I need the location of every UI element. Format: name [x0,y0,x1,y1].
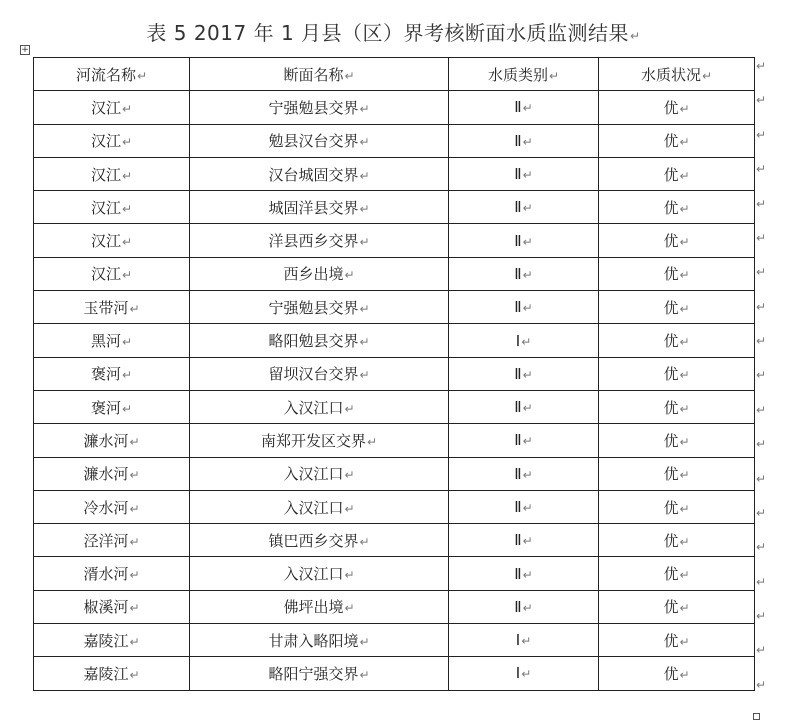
row-end-mark: ↵ [756,299,767,314]
cell-quality-class[interactable]: Ⅱ↵ [449,91,599,124]
paragraph-mark: ↵ [129,634,140,649]
table-row [34,257,755,290]
cell-quality-status[interactable]: 优↵ [599,357,755,390]
paragraph-mark: ↵ [522,301,533,316]
cell-quality-status[interactable]: 优↵ [599,291,755,324]
paragraph-mark: ↵ [521,334,532,349]
table-move-handle-icon[interactable]: + [21,45,29,55]
paragraph-mark: ↵ [121,201,133,216]
paragraph-mark: ↵ [679,568,690,583]
paragraph-mark: ↵ [366,434,378,449]
water-quality-table [33,57,755,691]
table-row [34,357,755,390]
paragraph-mark: ↵ [679,601,690,616]
paragraph-mark: ↵ [630,29,641,43]
cell-quality-class[interactable]: Ⅱ↵ [449,124,599,157]
cell-section-name[interactable]: 汉台城固交界↵ [190,157,449,190]
paragraph-mark: ↵ [522,600,533,615]
paragraph-mark: ↵ [129,568,140,583]
cell-quality-status[interactable]: 优↵ [599,390,755,423]
cell-quality-status[interactable]: 优↵ [599,191,755,224]
paragraph-mark: ↵ [679,135,690,150]
paragraph-mark: ↵ [521,667,532,682]
cell-quality-status[interactable]: 优↵ [599,224,755,257]
cell-quality-class[interactable]: Ⅱ↵ [449,191,599,224]
cell-quality-class[interactable]: Ⅰ↵ [449,324,599,357]
table-row [34,624,755,657]
table-row [34,524,755,557]
paragraph-mark: ↵ [344,501,355,516]
table-row [34,124,755,157]
cell-river-name[interactable]: 褒河↵ [34,390,190,423]
table-row [34,424,755,457]
row-end-mark: ↵ [756,540,767,555]
paragraph-mark: ↵ [679,468,690,483]
table-header-row [34,58,755,91]
cell-quality-status[interactable]: 优↵ [599,624,755,657]
cell-river-name[interactable]: 泾洋河↵ [34,524,190,557]
row-end-mark: ↵ [756,574,767,589]
paragraph-mark: ↵ [129,434,140,449]
cell-section-name[interactable]: 佛坪出境↵ [190,590,449,623]
paragraph-mark: ↵ [359,301,370,316]
cell-quality-class[interactable]: Ⅱ↵ [449,590,599,623]
cell-river-name[interactable]: 汉江↵ [34,257,190,290]
cell-quality-class[interactable]: Ⅱ↵ [449,157,599,190]
paragraph-mark: ↵ [522,101,533,116]
cell-section-name[interactable]: 甘肃入略阳境↵ [190,624,449,657]
paragraph-mark: ↵ [679,235,690,250]
row-end-mark: ↵ [756,230,767,245]
header-river-name[interactable]: 河流名称↵ [34,58,190,91]
paragraph-mark: ↵ [359,534,370,549]
cell-quality-status[interactable]: 优↵ [599,157,755,190]
cell-section-name[interactable]: 入汉江口↵ [190,490,449,523]
cell-river-name[interactable]: 汉江↵ [34,124,190,157]
cell-river-name[interactable]: 汉江↵ [34,91,190,124]
row-end-mark: ↵ [756,643,767,658]
row-end-mark: ↵ [756,437,767,452]
row-end-mark: ↵ [756,162,767,177]
paragraph-mark: ↵ [679,634,690,649]
cell-quality-class[interactable]: Ⅱ↵ [449,490,599,523]
cell-section-name[interactable]: 略阳宁强交界↵ [190,657,449,690]
table-row [34,291,755,324]
cell-section-name[interactable]: 略阳勉县交界↵ [190,324,449,357]
paragraph-mark: ↵ [679,401,690,416]
cell-quality-status[interactable]: 优↵ [599,490,755,523]
paragraph-mark: ↵ [679,434,690,449]
row-end-mark: ↵ [756,265,767,280]
row-end-mark: ↵ [756,59,767,73]
cell-river-name[interactable]: 汉江↵ [34,224,190,257]
cell-quality-status[interactable]: 优↵ [599,257,755,290]
paragraph-mark: ↵ [359,135,370,150]
paragraph-mark: ↵ [129,601,140,616]
row-end-mark: ↵ [756,334,767,348]
table-body [34,91,755,690]
paragraph-mark: ↵ [344,468,355,483]
cell-river-name[interactable]: 汉江↵ [34,157,190,190]
paragraph-mark: ↵ [522,134,533,149]
paragraph-mark: ↵ [522,267,533,282]
cell-section-name[interactable]: 宁强勉县交界↵ [190,91,449,124]
paragraph-mark: ↵ [522,567,533,582]
cell-quality-class[interactable]: Ⅱ↵ [449,257,599,290]
table-title-text: 表 5 2017 年 1 月县（区）界考核断面水质监测结果 [146,21,630,45]
paragraph-mark: ↵ [679,335,690,350]
paragraph-mark: ↵ [679,268,690,283]
cell-river-name[interactable]: 嘉陵江↵ [34,624,190,657]
paragraph-mark: ↵ [679,201,690,216]
paragraph-mark: ↵ [121,268,133,283]
row-end-mark: ↵ [756,677,767,692]
cell-section-name[interactable]: 入汉江口↵ [190,557,449,590]
cell-quality-class[interactable]: Ⅱ↵ [449,224,599,257]
paragraph-mark: ↵ [522,501,533,515]
paragraph-mark: ↵ [679,101,690,116]
cell-river-name[interactable]: 玉带河↵ [34,291,190,324]
paragraph-mark: ↵ [522,201,533,216]
paragraph-mark: ↵ [359,235,370,250]
paragraph-mark: ↵ [129,534,140,549]
paragraph-mark: ↵ [129,667,140,682]
cell-river-name[interactable]: 黑河↵ [34,324,190,357]
paragraph-mark: ↵ [522,234,533,249]
cell-section-name[interactable]: 入汉江口↵ [190,390,449,423]
table-row [34,91,755,124]
paragraph-mark: ↵ [121,368,133,383]
paragraph-mark: ↵ [522,168,533,183]
row-end-mark: ↵ [756,505,767,520]
paragraph-mark: ↵ [679,168,690,183]
row-end-mark: ↵ [756,471,767,486]
paragraph-mark: ↵ [679,501,690,516]
cell-river-name[interactable]: 冷水河↵ [34,490,190,523]
paragraph-mark: ↵ [679,667,690,682]
paragraph-mark: ↵ [521,634,532,649]
paragraph-mark: ↵ [359,101,370,116]
cell-quality-status[interactable]: 优↵ [599,657,755,690]
table-row [34,324,755,357]
paragraph-mark: ↵ [679,301,690,316]
paragraph-mark: ↵ [522,534,533,549]
cell-quality-class[interactable]: Ⅱ↵ [449,524,599,557]
cell-quality-status[interactable]: 优↵ [599,324,755,357]
table-title [0,17,787,46]
header-quality-status[interactable]: 水质状况↵ [599,58,755,91]
cell-river-name[interactable]: 嘉陵江↵ [34,657,190,690]
paragraph-mark: ↵ [522,434,533,449]
cell-section-name[interactable]: 城固洋县交界↵ [190,191,449,224]
paragraph-mark: ↵ [129,301,140,316]
row-end-mark: ↵ [756,368,767,383]
row-end-mark: ↵ [756,93,767,108]
cell-quality-status[interactable]: 优↵ [599,457,755,490]
cell-quality-class[interactable]: Ⅱ↵ [449,457,599,490]
paragraph-mark: ↵ [359,168,370,183]
cell-quality-class[interactable]: Ⅱ↵ [449,291,599,324]
table-row [34,457,755,490]
paragraph-mark: ↵ [359,634,370,649]
paragraph-mark: ↵ [121,101,133,116]
paragraph-mark: ↵ [359,201,370,216]
table-row [34,157,755,190]
row-end-mark: ↵ [756,196,767,211]
cell-river-name[interactable]: 汉江↵ [34,191,190,224]
cell-quality-class[interactable]: Ⅱ↵ [449,357,599,390]
paragraph-mark: ↵ [679,534,690,549]
paragraph-mark: ↵ [359,368,370,383]
paragraph-mark: ↵ [344,268,355,283]
cell-river-name[interactable]: 褒河↵ [34,357,190,390]
cell-river-name[interactable]: 濂水河↵ [34,457,190,490]
paragraph-mark: ↵ [359,667,370,682]
table-row [34,657,755,690]
cell-section-name[interactable]: 宁强勉县交界↵ [190,291,449,324]
paragraph-mark: ↵ [359,335,370,350]
cell-section-name[interactable]: 入汉江口↵ [190,457,449,490]
paragraph-mark: ↵ [679,368,690,383]
table-row [34,390,755,423]
header-quality-class[interactable]: 水质类别↵ [449,58,599,91]
cell-section-name[interactable]: 留坝汉台交界↵ [190,357,449,390]
header-section-name[interactable]: 断面名称↵ [190,58,449,91]
paragraph-mark: ↵ [522,367,533,382]
cell-quality-class[interactable]: Ⅱ↵ [449,424,599,457]
cell-river-name[interactable]: 椒溪河↵ [34,590,190,623]
cell-quality-status[interactable]: 优↵ [599,557,755,590]
cell-section-name[interactable]: 南郑开发区交界↵ [190,424,449,457]
paragraph-mark: ↵ [121,401,133,416]
cell-section-name[interactable]: 勉县汉台交界↵ [190,124,449,157]
row-end-mark: ↵ [756,402,767,417]
table-row [34,490,755,523]
paragraph-mark: ↵ [522,467,533,482]
cell-quality-status[interactable]: 优↵ [599,524,755,557]
row-end-marks [756,57,776,710]
cell-section-name[interactable]: 洋县西乡交界↵ [190,224,449,257]
paragraph-mark: ↵ [344,568,355,583]
paragraph-mark: ↵ [129,501,140,516]
cell-quality-status[interactable]: 优↵ [599,124,755,157]
paragraph-mark: ↵ [121,335,133,350]
cell-quality-class[interactable]: Ⅱ↵ [449,557,599,590]
paragraph-mark: ↵ [344,401,355,416]
cell-section-name[interactable]: 西乡出境↵ [190,257,449,290]
row-end-mark: ↵ [756,609,767,623]
cell-section-name[interactable]: 镇巴西乡交界↵ [190,524,449,557]
cell-quality-status[interactable]: 优↵ [599,590,755,623]
table-row [34,590,755,623]
table-row [34,557,755,590]
row-end-mark: ↵ [756,127,767,142]
paragraph-mark: ↵ [121,235,133,250]
paragraph-mark: ↵ [121,135,133,150]
table-row [34,224,755,257]
cell-quality-class[interactable]: Ⅱ↵ [449,390,599,423]
paragraph-mark: ↵ [129,468,140,483]
table-row [34,191,755,224]
paragraph-mark: ↵ [121,168,133,183]
cell-river-name[interactable]: 湑水河↵ [34,557,190,590]
cell-quality-class[interactable]: Ⅰ↵ [449,657,599,690]
paragraph-mark: ↵ [522,401,533,416]
cell-quality-status[interactable]: 优↵ [599,91,755,124]
cell-quality-status[interactable]: 优↵ [599,424,755,457]
cell-river-name[interactable]: 濂水河↵ [34,424,190,457]
paragraph-mark: ↵ [344,601,355,616]
cell-quality-class[interactable]: Ⅰ↵ [449,624,599,657]
table-resize-handle-icon[interactable] [753,713,760,720]
